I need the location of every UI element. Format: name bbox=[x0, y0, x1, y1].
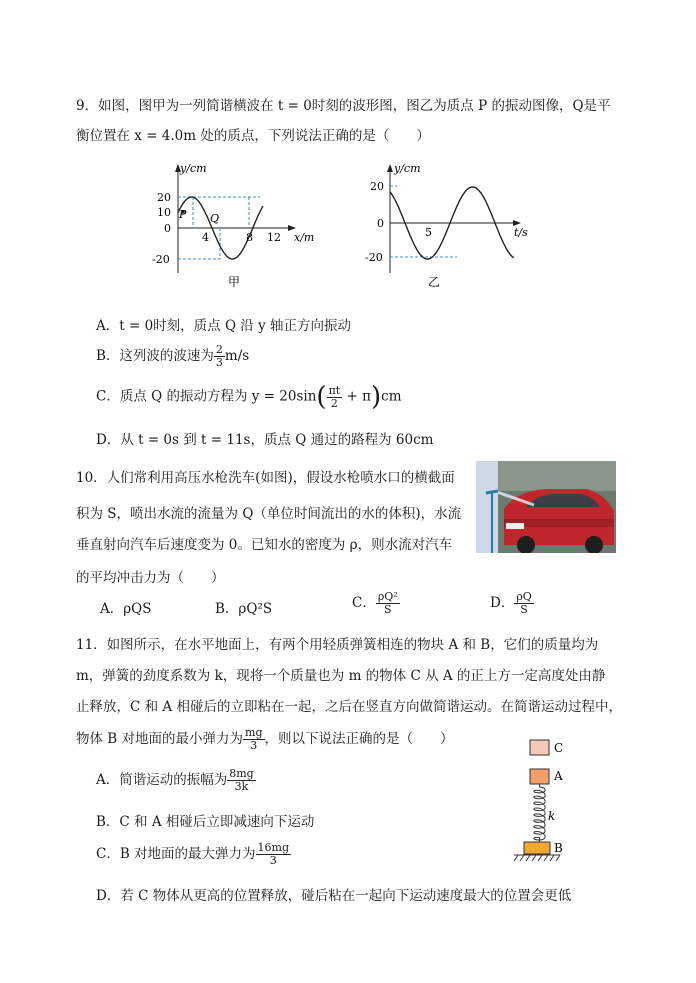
yi-ytick-0: 0 bbox=[377, 217, 384, 230]
yi-ylabel: y/cm bbox=[394, 162, 421, 175]
q10-option-a: A．ρQS bbox=[100, 601, 152, 617]
q10-option-d-label: D． bbox=[490, 595, 515, 611]
q9-option-d: D．从 t = 0s 到 t = 11s，质点 Q 通过的路程为 60cm bbox=[96, 432, 434, 448]
q11-line4-text: 物体 B 对地面的最小弹力为 bbox=[76, 731, 244, 747]
jia-ylabel: y/cm bbox=[180, 162, 207, 175]
q9-option-c-unit: cm bbox=[381, 388, 402, 405]
yi-xlabel: t/s bbox=[514, 226, 528, 239]
jia-xtick-4: 4 bbox=[202, 231, 209, 244]
spring bbox=[534, 784, 545, 842]
q10-option-c bbox=[352, 591, 400, 616]
jia-ytick-0: 0 bbox=[164, 222, 171, 235]
q9-option-c-phase: + π bbox=[346, 388, 372, 405]
q11-stem-line2: m，弹簧的劲度系数为 k，现将一个质量也为 m 的物体 C 从 A 的正上方一定高度处由静 bbox=[76, 668, 606, 684]
q10-option-c-label: C． bbox=[352, 595, 376, 611]
jia-ytick-10: 10 bbox=[157, 206, 171, 219]
q9-option-b bbox=[96, 344, 249, 369]
label-b: B bbox=[554, 841, 563, 855]
yi-xtick-5: 5 bbox=[425, 226, 432, 239]
q11-line4-tail: ，则以下说法正确的是（ ） bbox=[264, 731, 454, 747]
label-a: A bbox=[554, 769, 563, 783]
q9-graph-jia bbox=[150, 158, 325, 293]
q9-option-b-unit: m/s bbox=[224, 348, 250, 364]
q9-option-a: A．t = 0时刻，质点 Q 沿 y 轴正方向振动 bbox=[96, 318, 352, 334]
q10-stem-line3: 垂直射向汽车后速度变为 0。已知水的密度为 ρ，则水流对汽车 bbox=[76, 537, 453, 553]
jia-xtick-8: 8 bbox=[246, 231, 253, 244]
q11-stem-line4 bbox=[76, 727, 454, 752]
q10-option-d-frac: $\frac{\rho Q}{S}$ bbox=[516, 590, 532, 616]
q11-option-a-frac: $\frac{8mg}{3k}$ bbox=[229, 767, 254, 793]
q10-option-d bbox=[490, 591, 534, 616]
q9-stem-line1: 9．如图，图甲为一列简谐横波在 t = 0时刻的波形图，图乙为质点 P 的振动图像，Q是平 bbox=[76, 98, 611, 114]
q11-option-b: B．C 和 A 相碰后立即减速向下运动 bbox=[96, 814, 315, 830]
q11-line4-frac: $\frac{mg}{3}$ bbox=[245, 726, 263, 752]
block-a bbox=[530, 769, 549, 784]
q10-stem-line2: 积为 S，喷出水流的流量为 Q（单位时间流出的水的体积)，水流 bbox=[76, 506, 462, 522]
q10-stem-line1: 10．人们常利用高压水枪洗车(如图)，假设水枪喷水口的横截面 bbox=[76, 470, 455, 486]
q11-stem-line3: 止释放，C 和 A 相碰后的立即粘在一起，之后在竖直方向做简谐运动。在简谐运动过程中， bbox=[76, 699, 622, 715]
jia-ytick-20: 20 bbox=[157, 191, 171, 204]
jia-caption: 甲 bbox=[228, 275, 241, 289]
q9-graph-yi bbox=[362, 158, 542, 293]
label-c: C bbox=[554, 741, 564, 755]
q10-car-wash-photo bbox=[476, 461, 616, 553]
q10-stem-line4: 的平均冲击力为（ ） bbox=[76, 570, 225, 586]
yi-ytick-20: 20 bbox=[370, 180, 384, 193]
label-k: k bbox=[548, 809, 556, 823]
q11-option-c-text: C．B 对地面的最大弹力为 bbox=[96, 846, 256, 862]
ground-hatch bbox=[514, 855, 560, 861]
jia-xlabel: x/m bbox=[294, 231, 315, 244]
q10-option-b: B．ρQ²S bbox=[215, 601, 273, 617]
yi-caption: 乙 bbox=[428, 275, 441, 289]
q11-stem-line1: 11．如图所示，在水平地面上，有两个用轻质弹簧相连的物块 A 和 B，它们的质量均为 bbox=[76, 637, 599, 653]
q11-option-c bbox=[96, 842, 291, 867]
q11-option-d: D．若 C 物体从更高的位置释放，碰后粘在一起向下运动速度最大的位置会更低 bbox=[96, 888, 572, 904]
jia-point-q: Q bbox=[210, 212, 220, 225]
q9-stem-line2: 衡位置在 x = 4.0m 处的质点，下列说法正确的是（ ） bbox=[76, 128, 430, 144]
q9-option-c-frac: $\frac{\pi t}{2}$ bbox=[328, 383, 341, 410]
yi-ytick-neg20: -20 bbox=[365, 251, 383, 264]
q11-option-a bbox=[96, 768, 256, 793]
q11-spring-figure bbox=[510, 735, 580, 865]
q9-option-c-text: C．质点 Q 的振动方程为 y = 20sin bbox=[96, 388, 317, 405]
jia-point-p: P bbox=[179, 208, 187, 221]
q10-option-c-frac: $\frac{\text{ρQ²}}{S}$ bbox=[377, 590, 398, 616]
q9-option-b-text: B．这列波的波速为 bbox=[96, 348, 214, 364]
jia-ytick-neg20: -20 bbox=[152, 253, 170, 266]
q11-option-c-frac: $\frac{16mg}{3}$ bbox=[257, 841, 290, 867]
q11-option-a-text: A．简谐运动的振幅为 bbox=[96, 772, 228, 788]
block-c bbox=[530, 740, 549, 755]
jia-xtick-12: 12 bbox=[267, 231, 281, 244]
q9-option-c: C．质点 Q 的振动方程为 y = 20sin( $\frac{\pi t}{2}$ + π)cm bbox=[96, 382, 402, 412]
block-b bbox=[524, 842, 550, 854]
q9-option-b-frac: $\frac{2}{3}$ bbox=[215, 343, 223, 369]
